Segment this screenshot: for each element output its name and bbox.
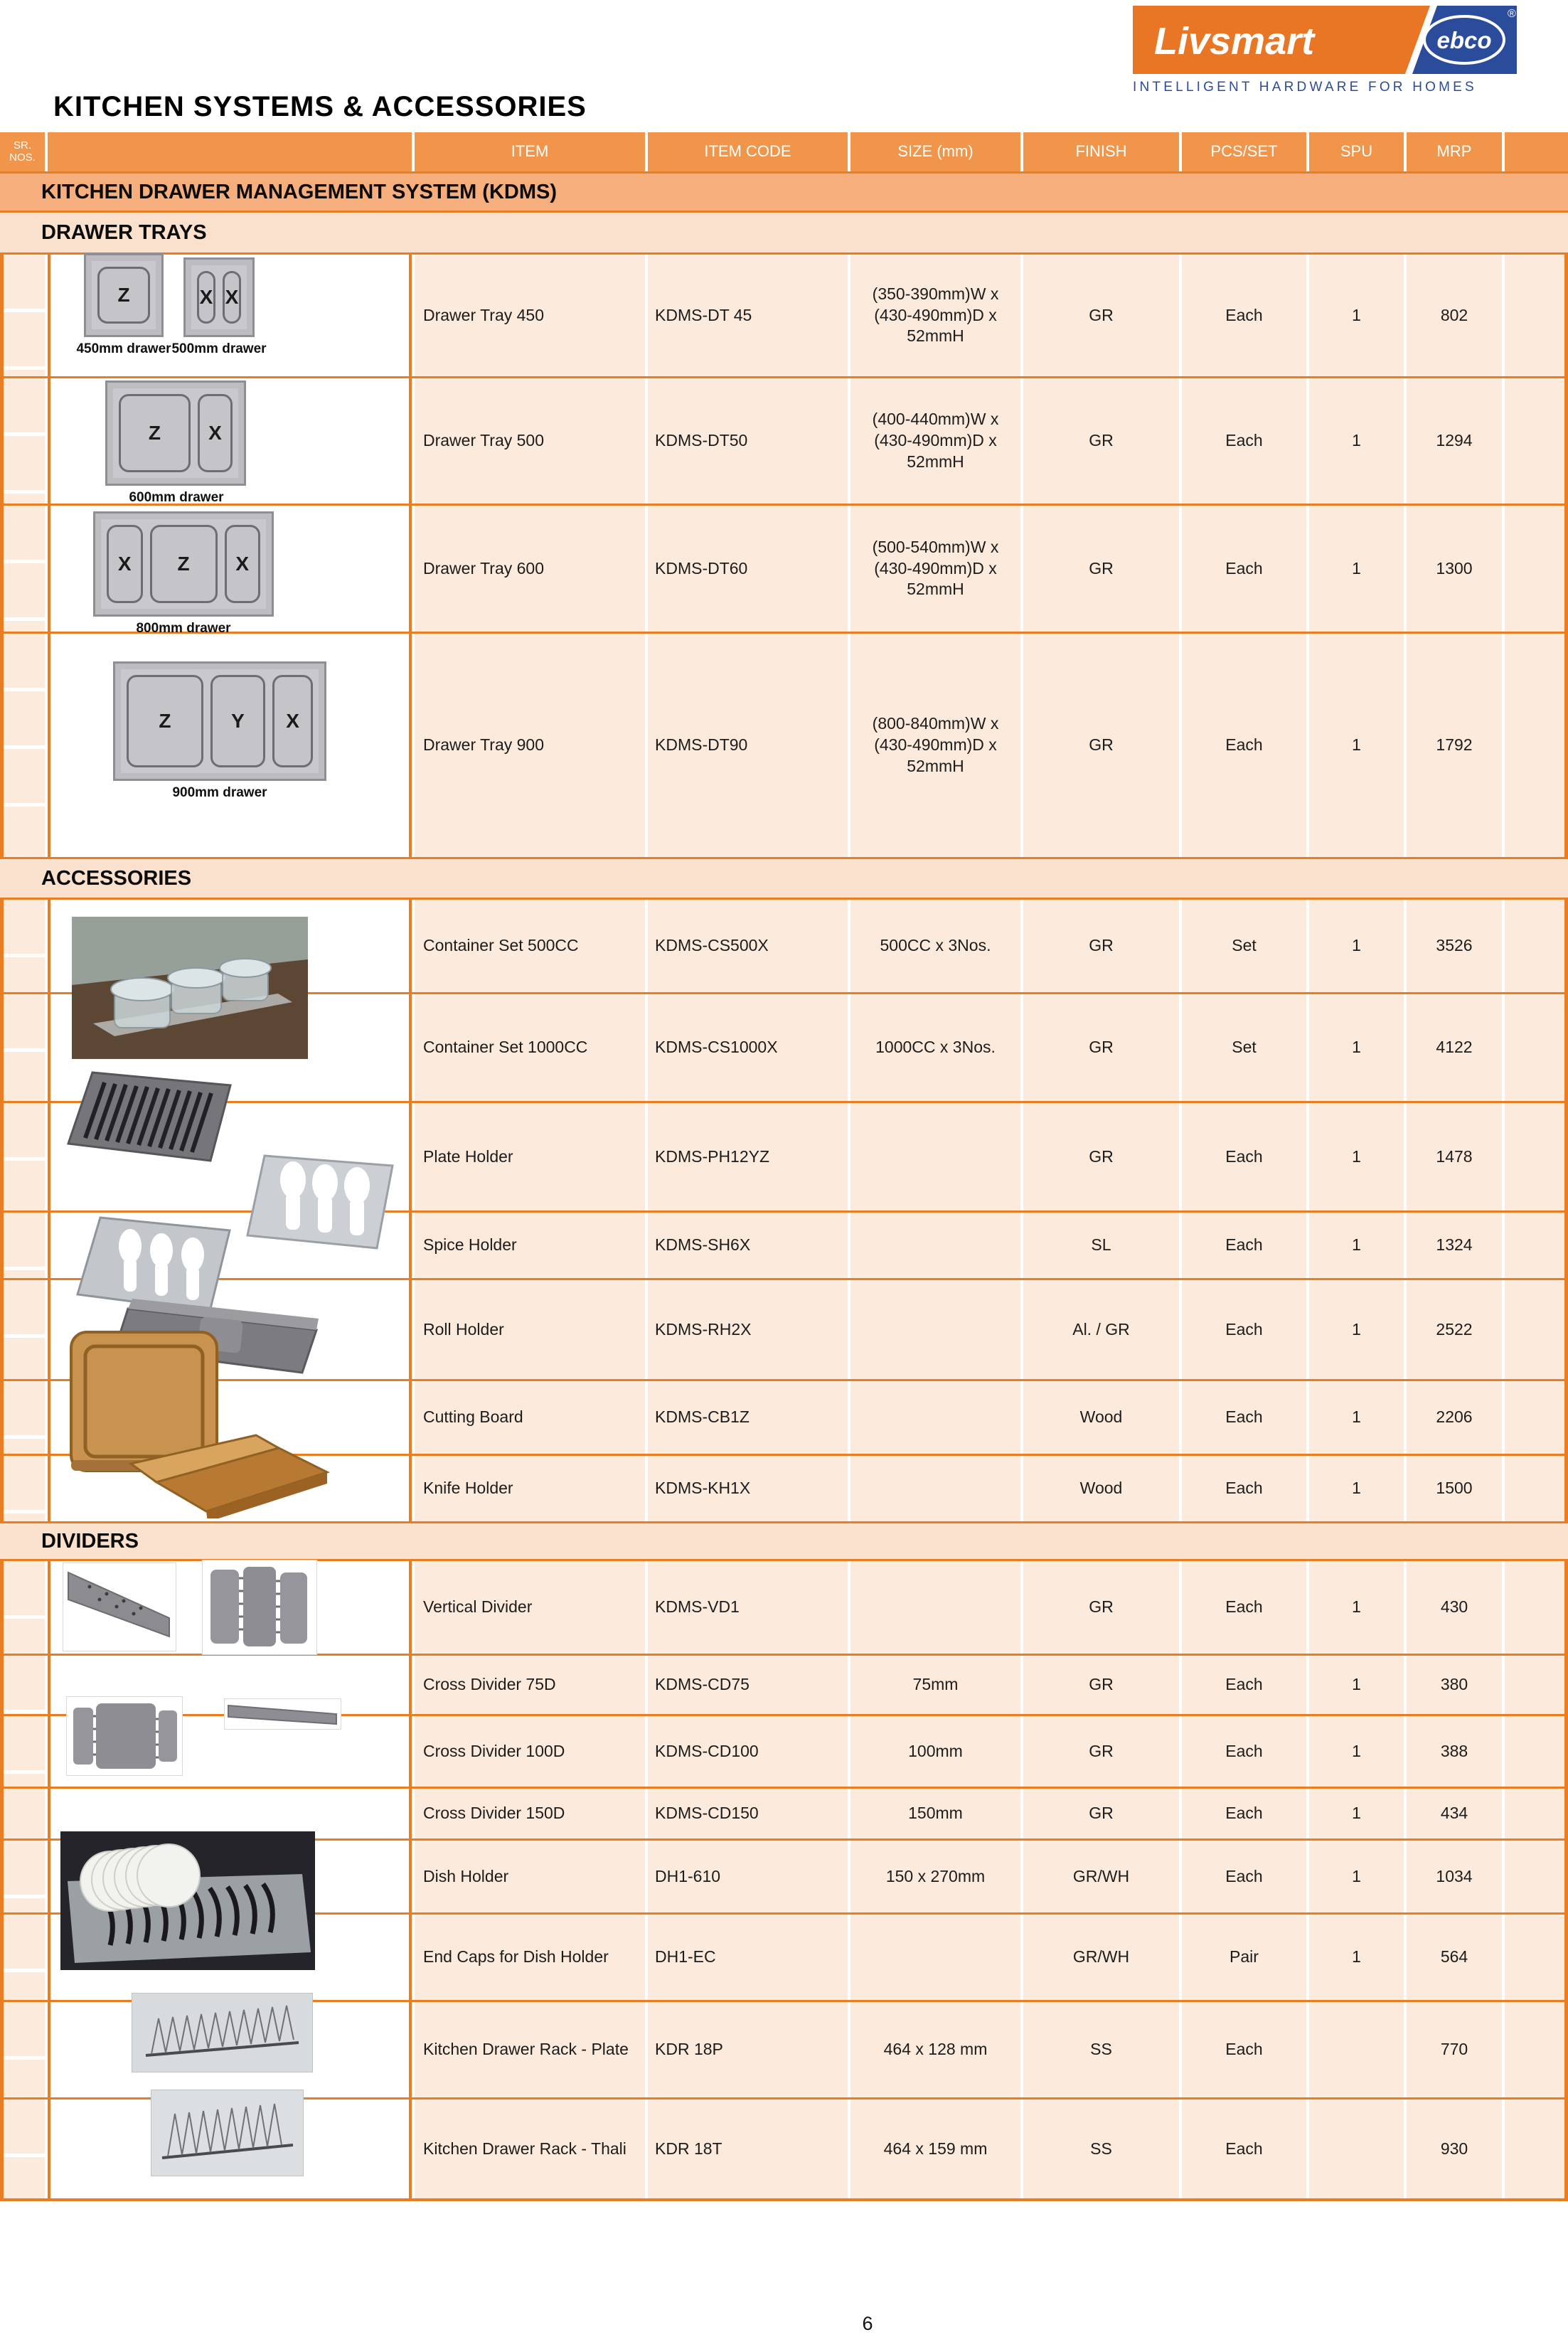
pcs-set-cell: Set [1182,900,1306,992]
mrp-cell: 1294 [1407,378,1502,504]
sr-cell [0,994,45,1101]
extra-cell [1505,1213,1568,1278]
tray-caption-900: 900mm drawer [172,785,267,800]
pcs-set-cell: Each [1182,1280,1306,1379]
sr-cell [0,900,45,992]
item-cell: Container Set 1000CC [415,994,645,1101]
mrp-cell: 564 [1407,1915,1502,2000]
size-cell [850,1915,1020,2000]
mrp-cell: 770 [1407,2002,1502,2097]
size-cell: 150 x 270mm [850,1841,1020,1912]
item-code-cell: KDR 18P [648,2002,848,2097]
pcs-set-cell: Each [1182,1561,1306,1654]
pcs-set-cell: Each [1182,2002,1306,2097]
plate-holder-image [65,1067,238,1166]
finish-cell: GR [1023,1103,1179,1210]
extra-cell [1505,1280,1568,1379]
mrp-cell: 1500 [1407,1456,1502,1521]
size-cell [850,1561,1020,1654]
header-finish: FINISH [1023,132,1179,171]
tray-slot: Z [127,675,203,767]
finish-cell: GR [1023,1789,1179,1838]
header-item: ITEM [415,132,645,171]
finish-cell: GR [1023,255,1179,376]
extra-cell [1505,634,1568,857]
spu-cell: 1 [1309,634,1404,857]
extra-cell [1505,1915,1568,2000]
cross-divider-100-image [66,1696,183,1776]
brand-tagline: INTELLIGENT HARDWARE FOR HOMES [1133,80,1477,95]
item-cell: Roll Holder [415,1280,645,1379]
header-sr: SR. NOS. [0,132,45,171]
finish-cell: GR/WH [1023,1915,1179,2000]
spu-cell: 1 [1309,1841,1404,1912]
item-code-cell: KDMS-DT60 [648,506,848,632]
section-band-dividers: DIVIDERS [0,1521,1568,1559]
sr-cell [0,1841,45,1912]
item-cell: Drawer Tray 500 [415,378,645,504]
size-cell: 100mm [850,1716,1020,1787]
knife-holder-image [114,1422,340,1518]
item-cell: Cutting Board [415,1381,645,1454]
mrp-cell: 2206 [1407,1381,1502,1454]
extra-cell [1505,1656,1568,1714]
item-code-cell: KDMS-KH1X [648,1456,848,1521]
finish-cell: SL [1023,1213,1179,1278]
finish-cell: SS [1023,2099,1179,2198]
item-code-cell: KDMS-RH2X [648,1280,848,1379]
spu-cell: 1 [1309,1716,1404,1787]
table-header-row [0,132,1568,171]
extra-cell [1505,994,1568,1101]
header-item-code: ITEM CODE [648,132,848,171]
item-code-cell: KDMS-SH6X [648,1213,848,1278]
finish-cell: GR [1023,1561,1179,1654]
extra-cell [1505,1103,1568,1210]
spu-cell: 1 [1309,1381,1404,1454]
mrp-cell: 1324 [1407,1213,1502,1278]
section-band-drawer-trays: DRAWER TRAYS [0,211,1568,252]
finish-cell: SS [1023,2002,1179,2097]
spu-cell [1309,2099,1404,2198]
spu-cell: 1 [1309,506,1404,632]
registered-mark: ® [1508,8,1516,20]
finish-cell: GR [1023,506,1179,632]
mrp-cell: 380 [1407,1656,1502,1714]
finish-cell: GR [1023,634,1179,857]
tray-slot: Y [210,675,265,767]
extra-cell [1505,1456,1568,1521]
pcs-set-cell: Each [1182,378,1306,504]
item-code-cell: KDMS-CD150 [648,1789,848,1838]
sr-cell [0,1915,45,2000]
item-cell: Container Set 500CC [415,900,645,992]
pcs-set-cell: Each [1182,506,1306,632]
spu-cell: 1 [1309,1656,1404,1714]
sr-cell [0,2002,45,2097]
item-cell: Plate Holder [415,1103,645,1210]
pcs-set-cell: Each [1182,1213,1306,1278]
pcs-set-cell: Each [1182,255,1306,376]
brand-logo [1133,6,1517,95]
size-cell: 1000CC x 3Nos. [850,994,1020,1101]
sr-cell [0,634,45,857]
page-title: KITCHEN SYSTEMS & ACCESSORIES [53,91,587,122]
size-cell: (400-440mm)W x (430-490mm)D x 52mmH [850,378,1020,504]
pcs-set-cell: Each [1182,1656,1306,1714]
tray-slot: X [197,271,215,324]
item-cell: Dish Holder [415,1841,645,1912]
item-cell: Vertical Divider [415,1561,645,1654]
finish-cell: Al. / GR [1023,1280,1179,1379]
mrp-cell: 802 [1407,255,1502,376]
item-cell: Knife Holder [415,1456,645,1521]
item-cell: Drawer Tray 450 [415,255,645,376]
spu-cell: 1 [1309,1280,1404,1379]
mrp-cell: 1792 [1407,634,1502,857]
sr-cell [0,1716,45,1787]
finish-cell: GR [1023,900,1179,992]
size-cell: (500-540mm)W x (430-490mm)D x 52mmH [850,506,1020,632]
size-cell [850,1456,1020,1521]
size-cell: (800-840mm)W x (430-490mm)D x 52mmH [850,634,1020,857]
finish-cell: GR [1023,994,1179,1101]
item-cell: Cross Divider 75D [415,1656,645,1714]
header-mrp: MRP [1407,132,1502,171]
mrp-cell: 3526 [1407,900,1502,992]
size-cell [850,1381,1020,1454]
extra-cell [1505,1841,1568,1912]
extra-cell [1505,1561,1568,1654]
extra-cell [1505,2099,1568,2198]
pcs-set-cell: Each [1182,1456,1306,1521]
sr-cell [0,1656,45,1714]
tray-slot: Z [150,525,218,603]
spu-cell: 1 [1309,1789,1404,1838]
spu-cell [1309,2002,1404,2097]
size-cell [850,1103,1020,1210]
item-cell: Spice Holder [415,1213,645,1278]
spu-cell: 1 [1309,900,1404,992]
spice-holder-image-right [243,1149,398,1255]
drawer-tray-900-image [113,661,326,781]
pcs-set-cell: Each [1182,1841,1306,1912]
tray-slot: X [223,271,241,324]
item-code-cell: KDMS-CS500X [648,900,848,992]
size-cell: 464 x 128 mm [850,2002,1020,2097]
dish-holder-photo [60,1831,315,1970]
ebco-wordmark: ebco [1436,27,1492,53]
item-code-cell: DH1-EC [648,1915,848,2000]
spu-cell: 1 [1309,1561,1404,1654]
size-cell: 464 x 159 mm [850,2099,1020,2198]
drawer-tray-450-image [84,253,164,337]
pcs-set-cell: Each [1182,1103,1306,1210]
item-cell: Drawer Tray 600 [415,506,645,632]
extra-cell [1505,1381,1568,1454]
tray-caption-450: 450mm drawer [76,341,171,356]
spu-cell: 1 [1309,255,1404,376]
item-code-cell: KDMS-DT 45 [648,255,848,376]
tray-slot: X [198,394,233,472]
sr-cell [0,1381,45,1454]
sr-cell [0,378,45,504]
extra-cell [1505,2002,1568,2097]
header-size: SIZE (mm) [850,132,1020,171]
spu-cell: 1 [1309,1103,1404,1210]
pcs-set-cell: Each [1182,1789,1306,1838]
item-code-cell: KDMS-CS1000X [648,994,848,1101]
extra-cell [1505,378,1568,504]
spu-cell: 1 [1309,994,1404,1101]
finish-cell: GR/WH [1023,1841,1179,1912]
mrp-cell: 1478 [1407,1103,1502,1210]
mrp-cell: 1300 [1407,506,1502,632]
extra-cell [1505,1789,1568,1838]
size-cell [850,1280,1020,1379]
kitchen-drawer-rack-thali-photo [151,2090,304,2176]
item-cell: Cross Divider 100D [415,1716,645,1787]
section-band-accessories: ACCESSORIES [0,857,1568,898]
pcs-set-cell: Set [1182,994,1306,1101]
item-code-cell: KDMS-DT50 [648,378,848,504]
size-cell: 500CC x 3Nos. [850,900,1020,992]
extra-cell [1505,900,1568,992]
drawer-tray-500-image [183,257,255,337]
cross-divider-150-image [224,1698,341,1730]
pcs-set-cell: Each [1182,1381,1306,1454]
catalog-table [0,132,1568,2201]
header-extra [1505,132,1568,171]
size-cell: 150mm [850,1789,1020,1838]
page-number: 6 [862,2313,873,2334]
section-band-kdms: KITCHEN DRAWER MANAGEMENT SYSTEM (KDMS) [0,171,1568,211]
sr-cell [0,2099,45,2198]
sr-cell [0,1456,45,1521]
item-cell: Drawer Tray 900 [415,634,645,857]
tray-caption-800: 800mm drawer [136,621,231,636]
item-cell: Cross Divider 150D [415,1789,645,1838]
kitchen-drawer-rack-plate-photo [132,1993,313,2072]
spu-cell: 1 [1309,1456,1404,1521]
item-cell: Kitchen Drawer Rack - Plate [415,2002,645,2097]
header-image [48,132,412,171]
drawer-tray-600-image [105,380,246,486]
sr-cell [0,506,45,632]
extra-cell [1505,255,1568,376]
tray-caption-500: 500mm drawer [171,341,267,356]
sr-cell [0,255,45,376]
sr-cell [0,1103,45,1210]
tray-caption-600: 600mm drawer [129,490,224,505]
cross-divider-image [202,1560,317,1655]
sr-cell [0,1213,45,1278]
finish-cell: GR [1023,1716,1179,1787]
finish-cell: Wood [1023,1381,1179,1454]
table-row [0,1210,1568,1278]
container-set-photo [72,917,308,1059]
item-code-cell: KDMS-CD75 [648,1656,848,1714]
sr-cell [0,1280,45,1379]
header-pcs-set: PCS/SET [1182,132,1306,171]
item-code-cell: KDMS-CD100 [648,1716,848,1787]
item-code-cell: KDMS-PH12YZ [648,1103,848,1210]
tray-slot: Z [119,394,191,472]
item-cell: Kitchen Drawer Rack - Thali [415,2099,645,2198]
mrp-cell: 4122 [1407,994,1502,1101]
size-cell [850,1213,1020,1278]
item-code-cell: KDMS-CB1Z [648,1381,848,1454]
vertical-divider-image [63,1563,176,1651]
header-spu: SPU [1309,132,1404,171]
pcs-set-cell: Each [1182,2099,1306,2198]
sr-cell [0,1789,45,1838]
livsmart-wordmark: Livsmart [1154,20,1315,63]
spu-cell: 1 [1309,1915,1404,2000]
finish-cell: GR [1023,1656,1179,1714]
item-code-cell: KDMS-VD1 [648,1561,848,1654]
size-cell: (350-390mm)W x (430-490mm)D x 52mmH [850,255,1020,376]
pcs-set-cell: Each [1182,634,1306,857]
tray-slot: Z [97,267,150,324]
mrp-cell: 430 [1407,1561,1502,1654]
livsmart-ebco-logo-graphic [1133,6,1517,74]
extra-cell [1505,506,1568,632]
sr-cell [0,1561,45,1654]
tray-slot: X [272,675,313,767]
finish-cell: Wood [1023,1456,1179,1521]
size-cell: 75mm [850,1656,1020,1714]
mrp-cell: 388 [1407,1716,1502,1787]
mrp-cell: 1034 [1407,1841,1502,1912]
tray-slot: X [107,525,143,603]
finish-cell: GR [1023,378,1179,504]
pcs-set-cell: Each [1182,1716,1306,1787]
drawer-tray-800-image [93,511,274,617]
item-code-cell: KDMS-DT90 [648,634,848,857]
extra-cell [1505,1716,1568,1787]
spu-cell: 1 [1309,378,1404,504]
pcs-set-cell: Pair [1182,1915,1306,2000]
tray-slot: X [225,525,261,603]
item-cell: End Caps for Dish Holder [415,1915,645,2000]
mrp-cell: 930 [1407,2099,1502,2198]
spu-cell: 1 [1309,1213,1404,1278]
item-code-cell: KDR 18T [648,2099,848,2198]
item-code-cell: DH1-610 [648,1841,848,1912]
mrp-cell: 2522 [1407,1280,1502,1379]
mrp-cell: 434 [1407,1789,1502,1838]
